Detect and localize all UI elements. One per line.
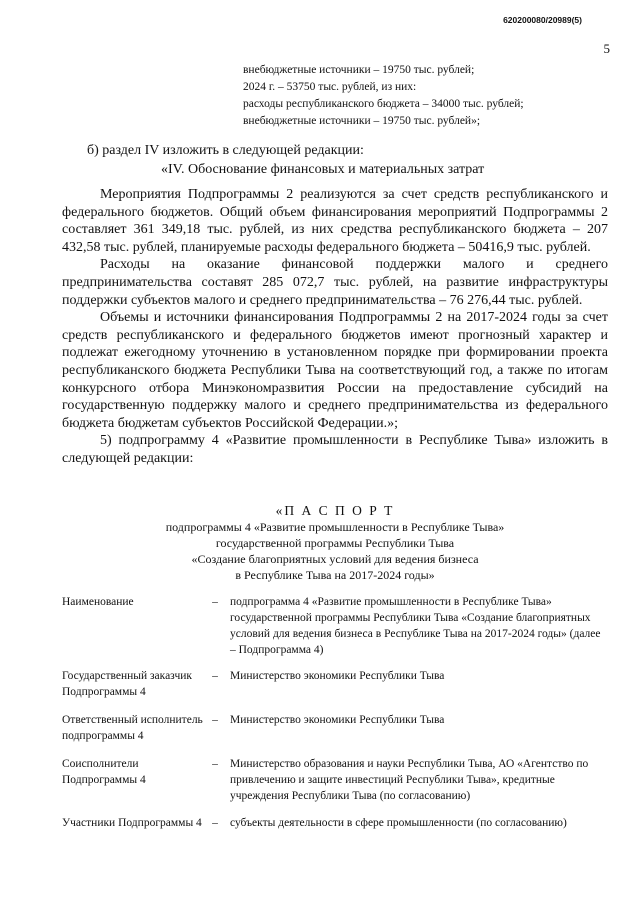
passport-title: «П А С П О Р Т: [275, 503, 395, 518]
page-number: 5: [603, 41, 610, 56]
passport-row-value: Министерство экономики Республики Тыва: [230, 714, 445, 726]
section-b-intro: б) раздел IV изложить в следующей редакции:: [87, 143, 364, 158]
passport-row-dash: –: [212, 817, 218, 829]
funding-line: внебюджетные источники – 19750 тыс. рублей»;: [243, 115, 481, 127]
passport-row-value: Министерство экономики Республики Тыва: [230, 670, 445, 682]
passport-row-value: Министерство образования и науки Республики Тыва, АО «Агентство по привлечению и защите инвестиций Республики Тыва», кредитные учреждения Республики Тыва (по согласованию): [230, 758, 589, 802]
passport-row-dash: –: [212, 596, 218, 608]
passport-row-label: Наименование: [62, 596, 134, 608]
body-text: [62, 186, 608, 468]
passport-row-label: Участники Подпрограммы 4: [62, 817, 202, 829]
passport-row-label: Ответственный исполнитель подпрограммы 4: [62, 714, 203, 742]
funding-line: расходы республиканского бюджета – 34000 тыс. рублей;: [243, 98, 524, 110]
funding-continuation: [243, 62, 524, 130]
passport-row-dash: –: [212, 714, 218, 726]
passport-subtitle: в Республике Тыва на 2017-2024 годы»: [235, 568, 435, 582]
passport-subtitle: государственной программы Республики Тыва: [215, 536, 455, 550]
passport-subtitle: «Создание благоприятных условий для ведения бизнеса: [191, 552, 479, 566]
passport-row-value: субъекты деятельности в сфере промышленности (по согласованию): [230, 817, 567, 829]
passport-heading: [62, 503, 608, 583]
passport-subtitle: подпрограммы 4 «Развитие промышленности в Республике Тыва»: [165, 520, 505, 534]
paragraph: Мероприятия Подпрограммы 2 реализуются за счет средств республиканского и федерального бюджетов. Общий объем финансирования мероприятий Подпрограммы 2 составляет 361 349,18 тыс. рублей, из них средства республиканского бюджета – 207 432,58 тыс. рублей, планируемые расходы федерального бюджета – 50416,9 тыс. рублей.: [62, 187, 608, 255]
paragraph: 5) подпрограмму 4 «Развитие промышленности в Республике Тыва» изложить в следующей редакции:: [62, 433, 608, 466]
paragraph: Объемы и источники финансирования Подпрограммы 2 на 2017-2024 годы за счет средств республиканского и федерального бюджетов имеют прогнозный характер и подлежат ежегодному уточнению в установленном порядке при формировании проекта республиканского бюджета Республики Тыва на соответствующий год, а также по итогам конкурсного отбора Минэкономразвития России на предоставление субсидий на государственную поддержку малого и среднего предпринимательства из федерального бюджета бюджетам субъектов Российской Федерации.»;: [62, 310, 608, 431]
document-id: 620200080/20989(5): [503, 15, 582, 25]
section-iv-title: «IV. Обоснование финансовых и материальных затрат: [161, 161, 485, 177]
funding-line: внебюджетные источники – 19750 тыс. рублей;: [243, 64, 475, 76]
passport-row-dash: –: [212, 758, 218, 770]
passport-row-label: Соисполнители Подпрограммы 4: [62, 758, 146, 786]
paragraph: Расходы на оказание финансовой поддержки малого и среднего предпринимательства составят 285 072,7 тыс. рублей, на развитие инфраструктуры поддержки субъектов малого и среднего предпринимательства – 76 276,44 тыс. рублей.: [62, 257, 608, 308]
funding-line: 2024 г. – 53750 тыс. рублей, из них:: [243, 81, 417, 93]
section-b-heading: [87, 142, 484, 179]
passport-row-label: Государственный заказчик Подпрограммы 4: [62, 670, 193, 698]
passport-row-value: подпрограмма 4 «Развитие промышленности в Республике Тыва» государственной программы Республики Тыва «Создание благоприятных условий для ведения бизнеса в Республике Тыва на 2017-2024 годы» (далее – Подпрограмма 4): [230, 596, 601, 656]
passport-row-dash: –: [212, 670, 218, 682]
